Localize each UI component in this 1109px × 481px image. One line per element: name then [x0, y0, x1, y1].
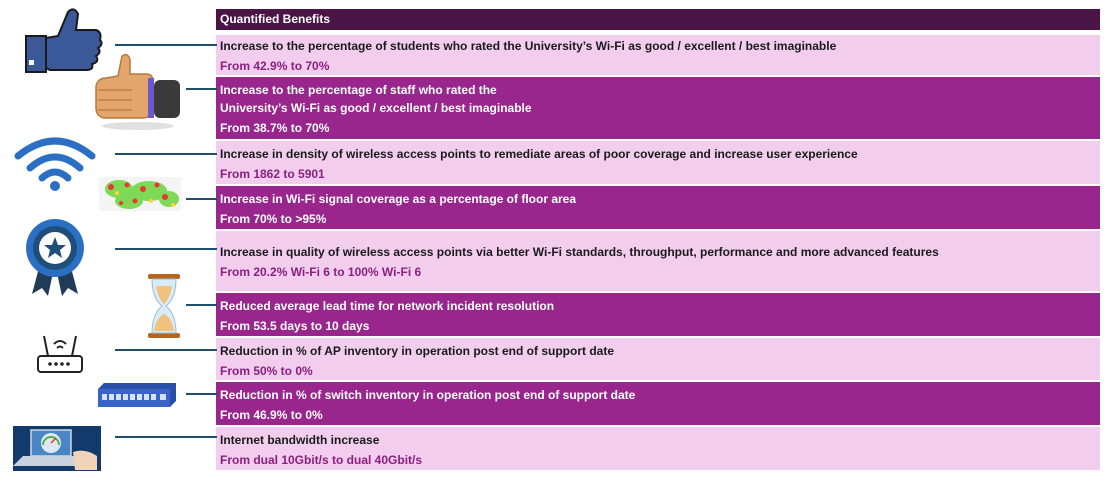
- connector-line: [186, 304, 217, 306]
- benefit-row-switch-inventory: [216, 382, 1100, 425]
- benefit-description: Internet bandwidth increase: [220, 433, 380, 447]
- benefit-row-ap-density: [216, 141, 1100, 184]
- connector-line: [115, 44, 217, 46]
- network-switch-icon: [96, 383, 178, 407]
- connector-line: [115, 349, 217, 351]
- hourglass-icon: [146, 274, 182, 338]
- connector-line: [115, 248, 217, 250]
- benefit-description: Reduced average lead time for network incident resolution: [220, 299, 555, 313]
- benefit-row-ap-inventory: [216, 338, 1100, 380]
- benefit-value: From 1862 to 5901: [220, 166, 325, 181]
- benefit-value: From 20.2% Wi-Fi 6 to 100% Wi-Fi 6: [220, 264, 422, 279]
- benefit-row-bandwidth: [216, 427, 1100, 470]
- wifi-icon: [14, 134, 96, 192]
- benefit-description: Increase in density of wireless access points to remediate areas of poor coverage and increase user experience: [220, 147, 858, 161]
- benefit-row-ap-quality: [216, 231, 1100, 291]
- benefit-description: Reduction in % of switch inventory in operation post end of support date: [220, 388, 636, 402]
- award-badge-icon: [22, 218, 88, 296]
- benefit-row-student-rating: [216, 35, 1100, 75]
- benefit-description: Reduction in % of AP inventory in operation post end of support date: [220, 344, 615, 358]
- benefit-row-incident-lead-time: [216, 293, 1100, 336]
- connector-line: [186, 198, 217, 200]
- benefit-value: From 50% to 0%: [220, 363, 313, 378]
- benefit-value: From dual 10Gbit/s to dual 40Gbit/s: [220, 452, 423, 467]
- connector-line: [186, 393, 217, 395]
- benefit-description-line2: University’s Wi-Fi as good / excellent / best imaginable: [220, 100, 532, 115]
- benefit-description: Increase in quality of wireless access points via better Wi-Fi standards, throughput, performance and more advanced features: [220, 245, 939, 259]
- benefit-value: From 38.7% to 70%: [220, 121, 330, 135]
- connector-line: [115, 436, 217, 438]
- laptop-speed-icon: [13, 426, 101, 471]
- benefit-description: Increase in Wi-Fi signal coverage as a percentage of floor area: [220, 192, 577, 206]
- quantified-benefits-header: Quantified Benefits: [216, 9, 1100, 30]
- benefit-row-signal-coverage: [216, 186, 1100, 229]
- benefit-description-line1: Increase to the percentage of staff who rated the: [220, 83, 497, 97]
- benefit-value: From 70% to >95%: [220, 211, 327, 226]
- router-icon: [36, 332, 84, 376]
- benefit-value: From 46.9% to 0%: [220, 407, 323, 422]
- benefit-value: From 53.5 days to 10 days: [220, 318, 370, 333]
- hand-thumbs-up-icon: [92, 52, 184, 132]
- benefit-value: From 42.9% to 70%: [220, 58, 330, 73]
- benefit-row-staff-rating: [216, 77, 1100, 139]
- connector-line: [115, 153, 217, 155]
- benefit-description: Increase to the percentage of students who rated the University’s Wi-Fi as good / excellent / best imaginable: [220, 39, 837, 53]
- heatmap-icon: [99, 177, 181, 211]
- connector-line: [186, 88, 217, 90]
